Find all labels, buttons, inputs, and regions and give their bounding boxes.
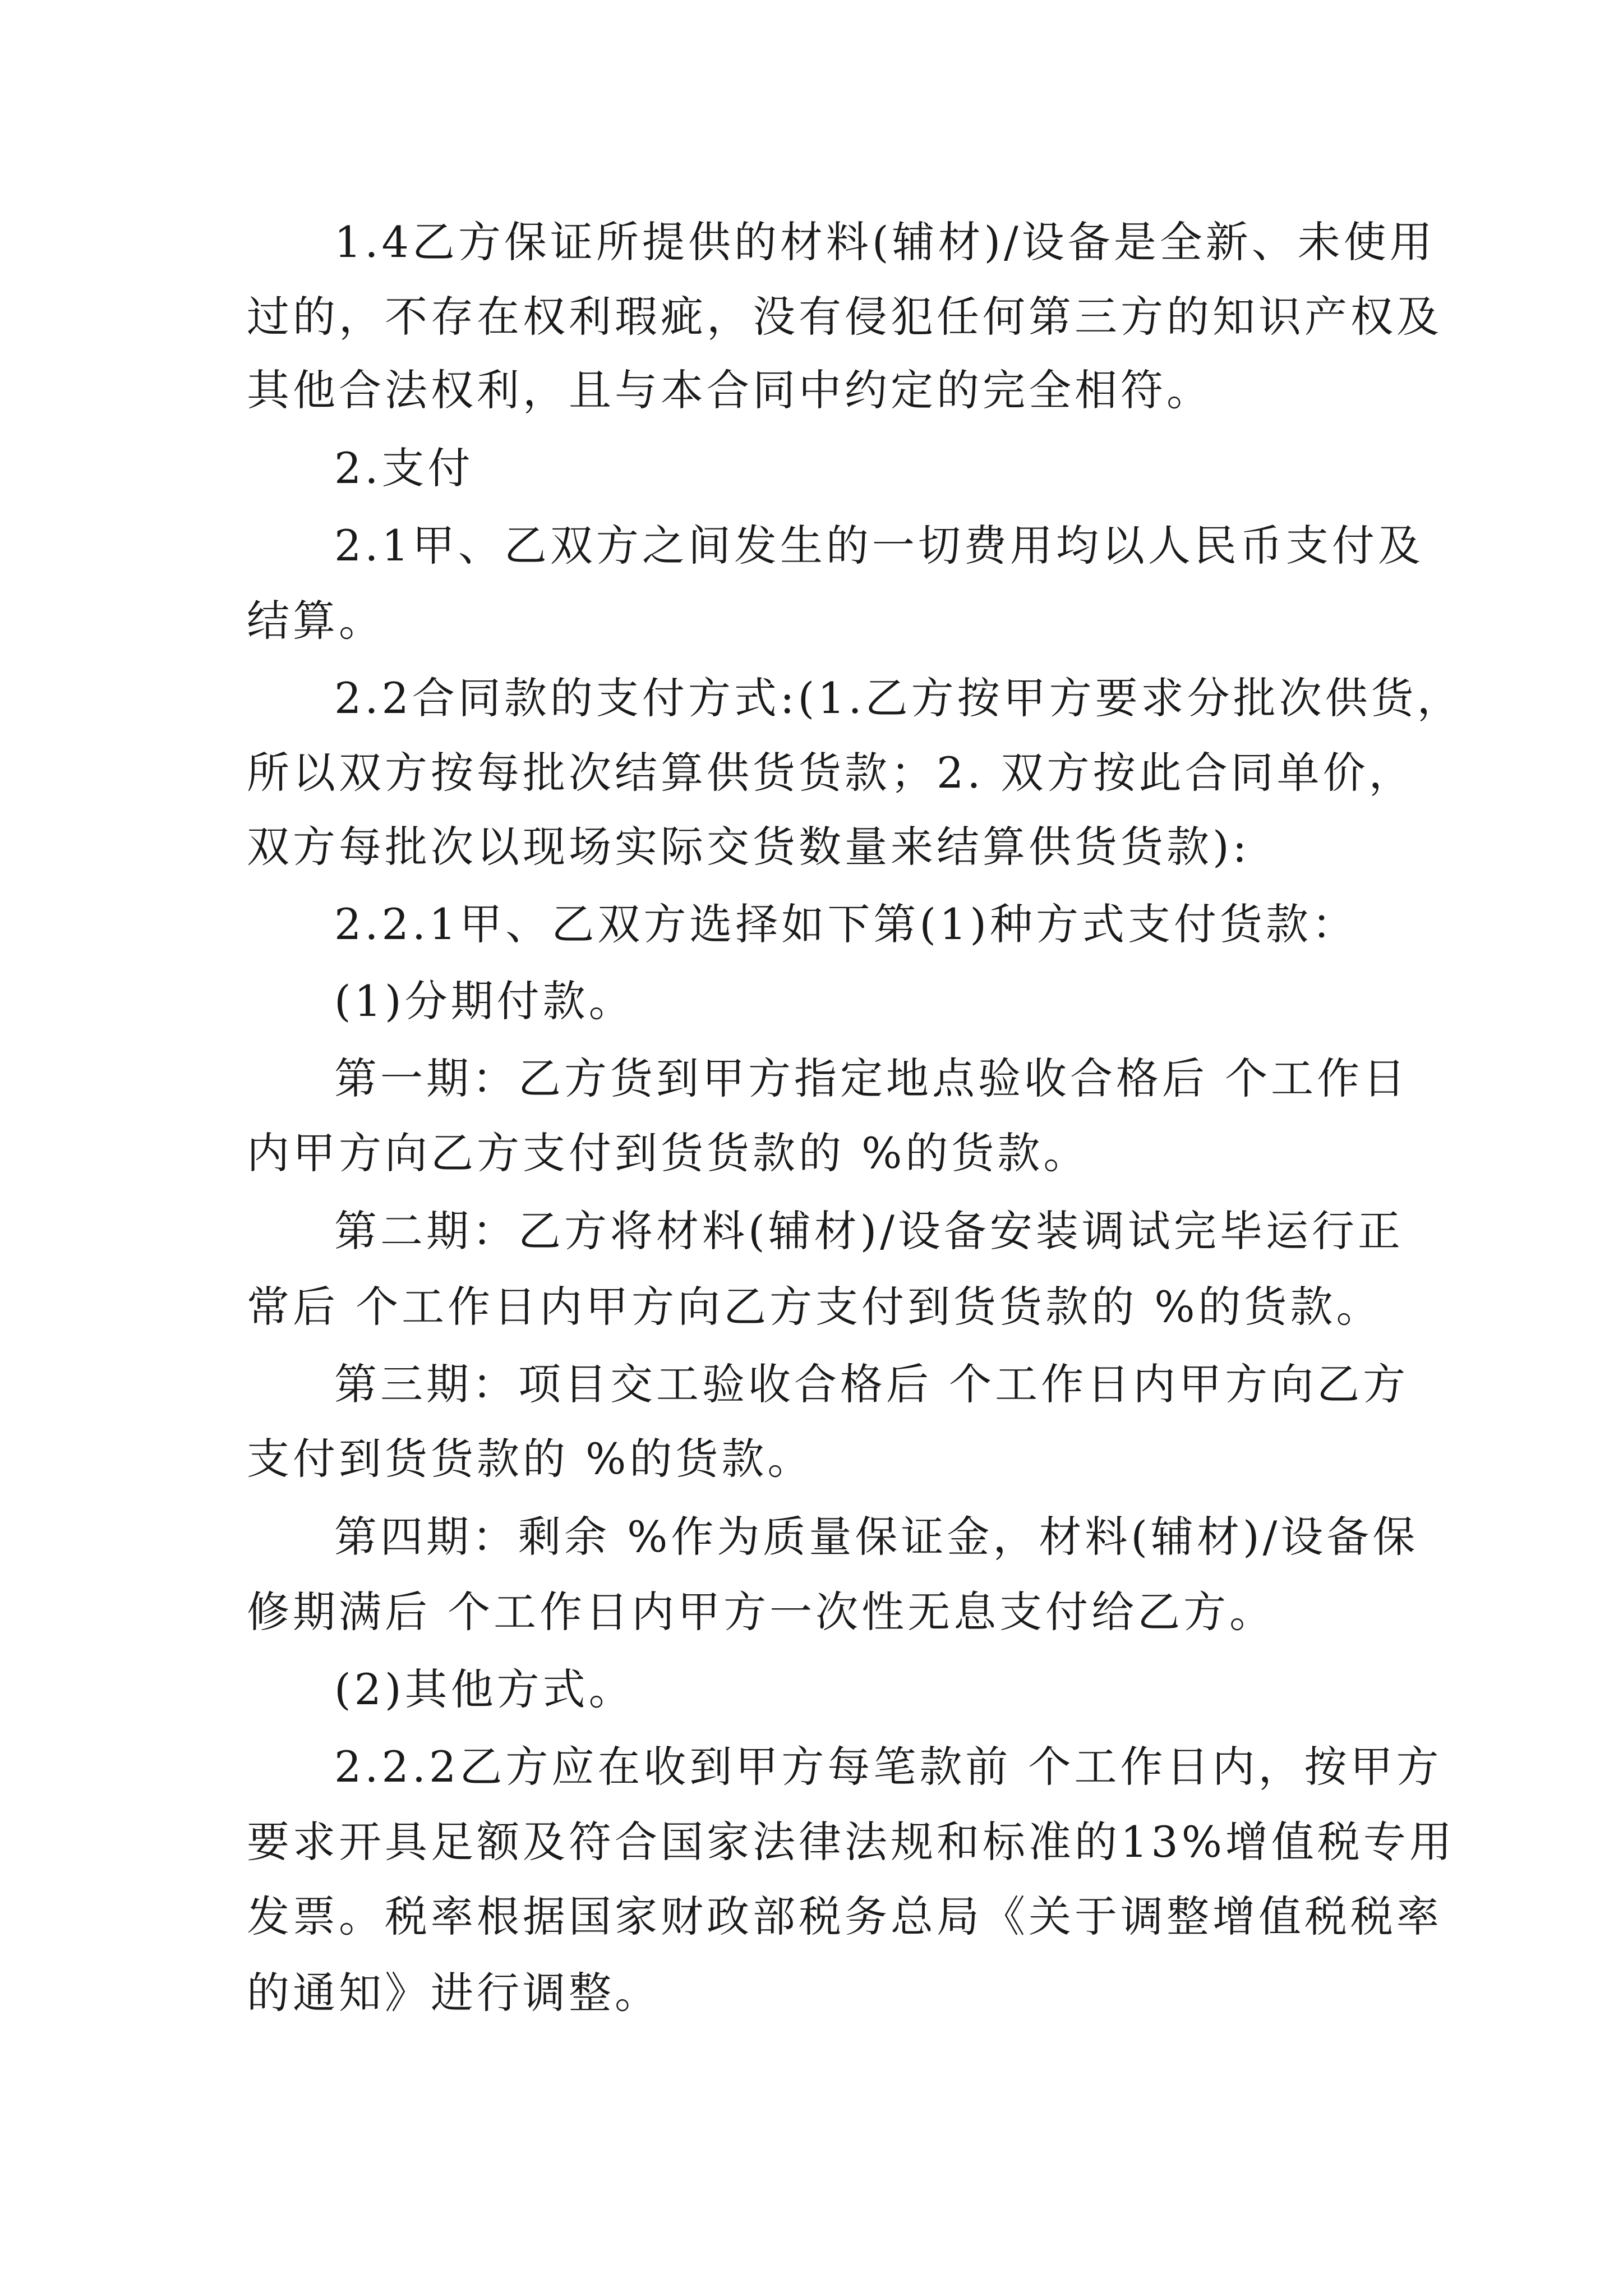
text-line: 第四期：剩余 %作为质量保证金，材料(辅材)/设备保: [334, 1512, 1419, 1562]
text-line: 过的，不存在权利瑕疵，没有侵犯任何第三方的知识产权及: [247, 292, 1442, 342]
text-line: 2.1甲、乙双方之间发生的一切费用均以人民币支付及: [334, 521, 1424, 570]
text-line: 其他合法权利，且与本合同中约定的完全相符。: [247, 365, 1212, 415]
text-line: 2.2.2乙方应在收到甲方每笔款前 个工作日内，按甲方: [334, 1742, 1442, 1792]
text-line: 第二期：乙方将材料(辅材)/设备安装调试完毕运行正: [334, 1206, 1404, 1256]
text-line: 第一期：乙方货到甲方指定地点验收合格后 个工作日: [334, 1053, 1409, 1103]
text-line: 2.2合同款的支付方式:(1.乙方按甲方要求分批次供货，: [334, 673, 1463, 723]
text-line: 发票。税率根据国家财政部税务总局《关于调整增值税税率: [247, 1892, 1442, 1941]
text-line: 支付到货货款的 %的货款。: [247, 1434, 814, 1484]
text-line: 修期满后 个工作日内甲方一次性无息支付给乙方。: [247, 1587, 1276, 1637]
text-line: 所以双方按每批次结算供货货款；2. 双方按此合同单价，: [247, 748, 1415, 798]
text-line: (1)分期付款。: [334, 976, 635, 1026]
text-line: 第三期：项目交工验收合格后 个工作日内甲方向乙方: [334, 1359, 1409, 1409]
text-line: 常后 个工作日内甲方向乙方支付到货货款的 %的货款。: [247, 1282, 1382, 1332]
text-line: 2.2.1甲、乙双方选择如下第(1)种方式支付货款：: [334, 899, 1358, 949]
text-line: 结算。: [247, 596, 385, 646]
text-line: (2)其他方式。: [334, 1664, 635, 1714]
text-line: 的通知》进行调整。: [247, 1968, 661, 2018]
text-line: 双方每批次以现场实际交货数量来结算供货货款):: [247, 822, 1251, 872]
text-line: 1.4乙方保证所提供的材料(辅材)/设备是全新、未使用: [334, 217, 1436, 267]
text-line: 要求开具足额及符合国家法律法规和标准的13%增值税专用: [247, 1817, 1455, 1867]
text-line: 内甲方向乙方支付到货货款的 %的货款。: [247, 1128, 1090, 1178]
text-line: 2.支付: [334, 443, 474, 493]
